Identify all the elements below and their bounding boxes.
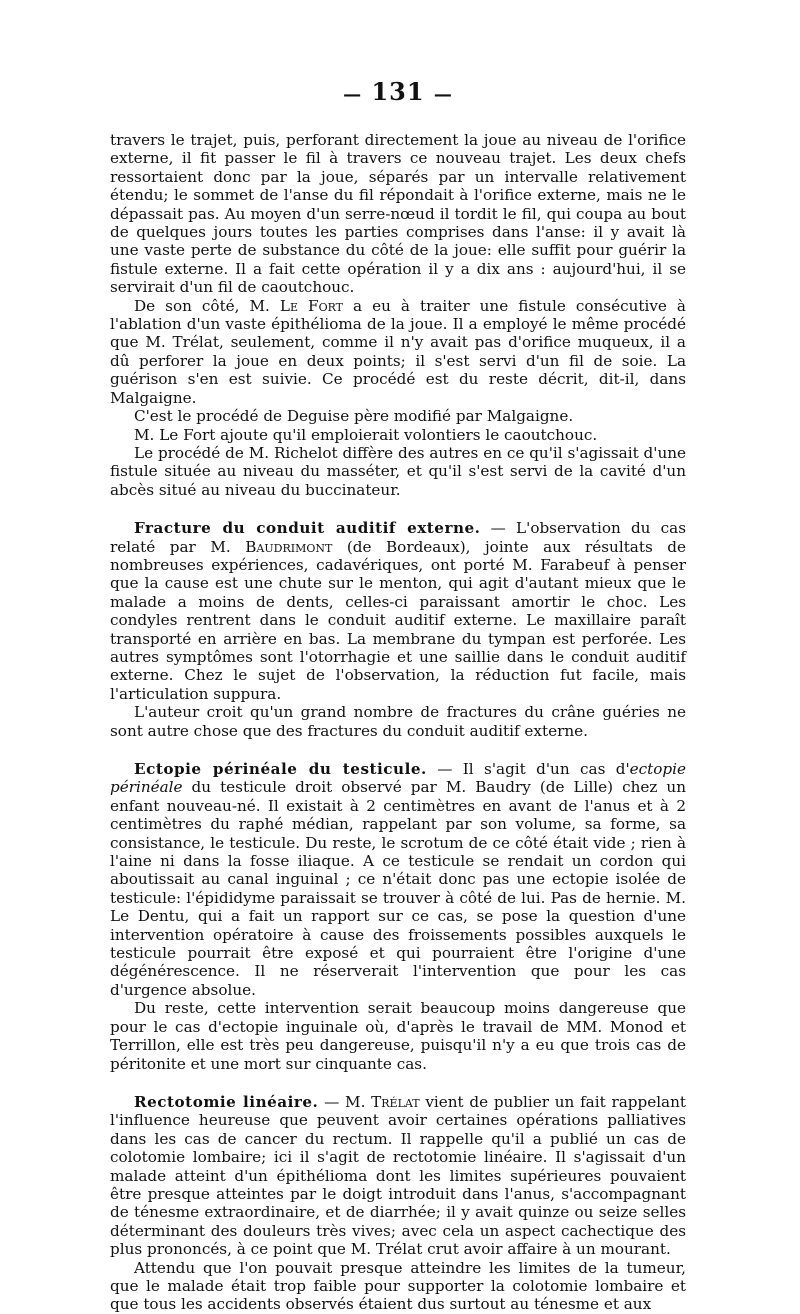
paragraph: Du reste, cette intervention serait beaucoup moins dangereuse que pour le cas d'ectopie inguinale où, d'après le travail de MM. Monod et Terrillon, elle est très peu dangereuse, puisqu'il n'y a eu que trois cas de péritonite et une mort sur cinquante cas. [110,999,686,1073]
continuation-block [110,131,686,499]
section-heading: Rectotomie linéaire. [134,1092,319,1111]
section-ectopie [110,760,686,1073]
author-name: Trélat [371,1092,420,1111]
author-name: Le Fort [279,296,344,315]
paragraph: Le procédé de M. Richelot diffère des autres en ce qu'il s'agissait d'une fistule située au niveau du masséter, et qu'il s'est servi de la cavité d'un abcès situé au niveau du buccinateur. [110,443,686,499]
paragraph: M. Le Fort ajoute qu'il emploierait volontiers le caoutchouc. [134,425,598,444]
paragraph: C'est le procédé de Deguise père modifié par Malgaigne. [134,407,574,426]
section-rectotomie [110,1093,686,1314]
section-heading: Ectopie périnéale du testicule. [134,760,427,778]
section-heading: Fracture du conduit auditif externe. [134,519,481,538]
paragraph: travers le trajet, puis, perforant directement la joue au niveau de l'orifice externe, il fit passer le fil à travers ce nouveau trajet. Les deux chefs ressortaient donc par la joue, séparés par un intervalle relativement étendu; le sommet de l'anse du fil répondait à l'orifice externe, mais ne le dépassait pas. Au moyen d'un serre-nœud il tordit le fil, qui coupa au bout de quelques jours toutes les parties comprises dans l'anse: il y avait là une vaste perte de substance du côté de la joue: elle suffit pour guérir la fistule externe. Il a fait cette opération il y a dix ans : aujourd'hui, il se servirait d'un fil de caoutchouc. [110,131,686,297]
paragraph: L'auteur croit qu'un grand nombre de fractures du crâne guéries ne sont autre chose que des fractures du conduit auditif externe. [110,703,686,740]
folio-dash-right: — [433,84,453,105]
paragraph: Rectotomie linéaire. — M. Trélat vient de publier un fait rappelant l'influence heureuse que peuvent avoir certaines opérations palliatives dans les cas de cancer du rectum. Il rappelle qu'il a publié un cas de colotomie lombaire; ici il s'agit de rectotomie linéaire. Il s'agissait d'un malade atteint d'un épithélioma dont les limites supérieures pouvaient être presque atteintes par le doigt introduit dans l'anus, s'accompagnant de ténesme extraordinaire, et de diarrhée; il y avait quinze ou seize selles déterminant des douleurs très vives; avec cela un aspect cachectique des plus prononcés, à ce point que M. Trélat crut avoir affaire à un mourant. [110,1092,686,1259]
folio-dash-left: — [343,84,363,105]
section-fracture [110,519,686,740]
page-number [110,78,686,109]
folio-number: 131 [371,77,425,106]
author-name: Baudrimont [245,537,333,556]
paragraph: Ectopie périnéale du testicule. — Il s'agit d'un cas d'ectopie périnéale du testicule droit observé par M. Baudry (de Lille) chez un enfant nouveau-né. Il existait à 2 centimètres en avant de l'anus et à 2 centimètres du raphé médian, rappelant par son volume, sa forme, sa consistance, le testicule. Du reste, le scrotum de ce côté était vide ; rien à l'aine ni dans la fosse iliaque. A ce testicule se rendait un cordon qui aboutissait au canal inguinal ; ce n'était donc pas une ectopie isolée de testicule: l'épididyme paraissait se trouver à côté de lui. Pas de hernie. M. Le Dentu, qui a fait un rapport sur ce cas, se pose la question d'une intervention opératoire à cause des froissements possibles auxquels le testicule pourrait être exposé et qui pourraient être l'origine d'une dégénérescence. Il ne réserverait l'intervention que pour les cas d'urgence absolue. [110,760,686,999]
paragraph: De son côté, M. Le Fort a eu à traiter une fistule consécutive à l'ablation d'un vaste épithélioma de la joue. Il a employé le même procédé que M. Trélat, seulement, comme il n'y avait pas d'orifice muqueux, il a dû perforer la joue en deux points; il s'est servi d'un fil de soie. La guérison s'en est suivie. Ce procédé est du reste décrit, dit-il, dans Malgaigne. [110,296,686,407]
emphasis: ectopie périnéale [110,760,686,797]
paragraph: Attendu que l'on pouvait presque atteindre les limites de la tumeur, que le malade était trop faible pour supporter la colotomie lombaire et que tous les accidents observés étaient dus surtout au ténesme et aux [110,1258,686,1314]
paragraph: Fracture du conduit auditif externe. — L'observation du cas relaté par M. Baudrimont (de Bordeaux), jointe aux résultats de nombreuses expériences, cadavériques, ont porté M. Farabeuf à penser que la cause est une chute sur le menton, qui agit d'autant mieux que le malade a moins de dents, celles-ci paraissant amortir le choc. Les condyles rentrent dans le conduit auditif externe. Le maxillaire paraît transporté en arrière en bas. La membrane du tympan est perforée. Les autres symptômes sont l'otorrhagie et une saillie dans le conduit auditif externe. Chez le sujet de l'observation, la réduction fut facile, mais l'articulation suppura. [110,519,686,703]
body-text [110,131,686,1314]
